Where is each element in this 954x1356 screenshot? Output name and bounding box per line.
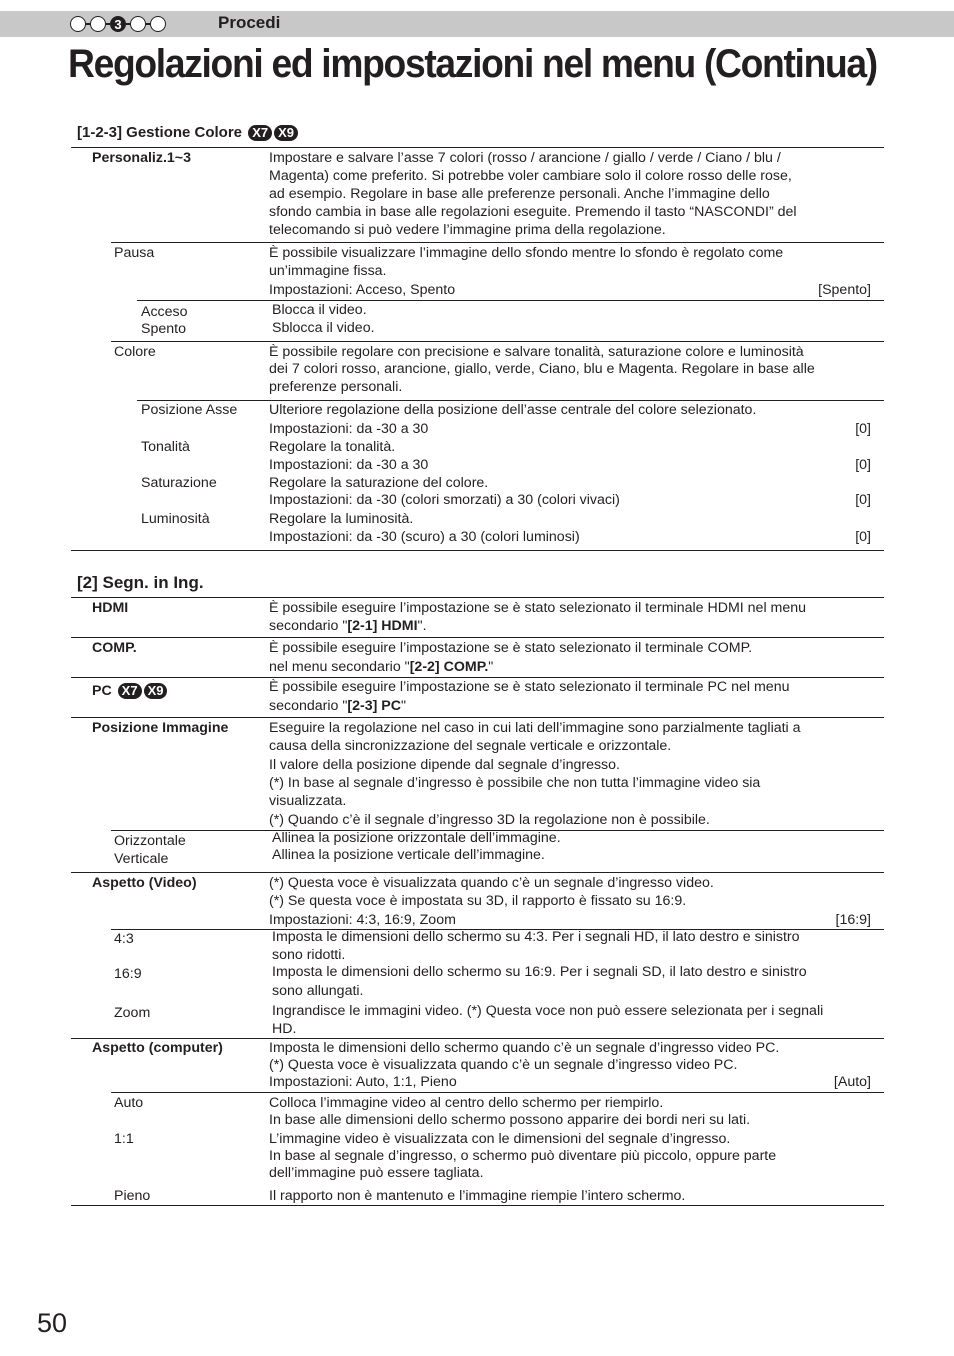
personaliz-desc-1: Impostare e salvare l’asse 7 colori (rosso / arancione / giallo / verde / Ciano / blu /: [269, 150, 781, 166]
aspetto-video-settings: Impostazioni: 4:3, 16:9, Zoom: [269, 912, 456, 928]
section-heading-text: [1-2-3] Gestione Colore: [77, 124, 243, 141]
option-spento: Spento: [141, 321, 186, 337]
option-pieno-desc: Il rapporto non è mantenuto e l’immagine riempie l’intero schermo.: [269, 1188, 686, 1204]
option-verticale-desc: Allinea la posizione verticale dell’immagine.: [272, 847, 545, 863]
option-16-9-desc-1: Imposta le dimensioni dello schermo su 16:9. Per i segnali SD, il lato destro e sinistro: [272, 964, 807, 980]
section-heading-gestione-colore: [77, 124, 298, 141]
step-circle: [150, 16, 166, 32]
comp-desc-2: nel menu secondario "[2-2] COMP.": [269, 659, 494, 675]
pc-desc-2: secondario "[2-3] PC": [269, 698, 407, 714]
option-acceso-desc: Blocca il video.: [272, 302, 367, 318]
pausa-desc-1: È possibile visualizzare l’immagine dello sfondo mentre lo sfondo è regolato come: [269, 245, 784, 261]
hdmi-desc-1: È possibile eseguire l’impostazione se è stato selezionato il terminale HDMI nel menu: [269, 600, 807, 616]
option-4-3-desc-1: Imposta le dimensioni dello schermo su 4:3. Per i segnali HD, il lato destro e sinistro: [272, 929, 800, 945]
aspetto-pc-default: [Auto]: [833, 1074, 871, 1090]
colore-item-default: [0]: [855, 421, 871, 437]
aspetto-pc-settings: Impostazioni: Auto, 1:1, Pieno: [269, 1074, 457, 1090]
colore-desc-2: dei 7 colori rosso, arancione, giallo, verde, Ciano, blu e Magenta. Regolare in base alle: [269, 361, 815, 377]
row-label-hdmi: HDMI: [92, 600, 129, 616]
row-label-colore: Colore: [114, 344, 156, 360]
section-heading-segn-in-ing: [2] Segn. in Ing.: [77, 573, 204, 592]
colore-item-settings: Impostazioni: da -30 (scuro) a 30 (colori luminosi): [269, 529, 580, 545]
divider: [137, 300, 884, 301]
colore-item-desc: Regolare la saturazione del colore.: [269, 475, 489, 491]
row-label-aspetto-video: Aspetto (Video): [92, 875, 197, 891]
aspetto-video-desc-2: (*) Se questa voce è impostata su 3D, il rapporto è fissato su 16:9.: [269, 893, 687, 909]
option-auto: Auto: [114, 1095, 144, 1111]
option-1-1-desc-2: In base al segnale d’ingresso, o schermo può diventare più piccolo, oppure parte: [269, 1148, 777, 1164]
model-badge-x7: X7: [118, 683, 142, 699]
posizione-desc-1: Eseguire la regolazione nel caso in cui lati dell’immagine sono parzialmente tagliati a: [269, 720, 801, 736]
row-label-pc: PC X7 X9: [92, 682, 167, 700]
page-title: Regolazioni ed impostazioni nel menu (Continua): [68, 42, 877, 86]
option-acceso: Acceso: [141, 304, 188, 320]
divider: [111, 242, 884, 243]
option-1-1-desc-3: dell’immagine può essere tagliata.: [269, 1165, 484, 1181]
page-number: 50: [37, 1308, 68, 1338]
divider: [71, 550, 884, 551]
colore-item-settings: Impostazioni: da -30 a 30: [269, 421, 429, 437]
option-zoom-desc-1: Ingrandisce le immagini video. (*) Questa voce non può essere selezionata per i segnali: [272, 1003, 824, 1019]
colore-item-label: Luminosità: [141, 511, 210, 527]
colore-item-label: Saturazione: [141, 475, 217, 491]
divider: [71, 597, 884, 598]
model-badge-x9: X9: [144, 683, 168, 699]
posizione-desc-2: causa della sincronizzazione del segnale verticale e orizzontale.: [269, 738, 672, 754]
step-circle: [90, 16, 106, 32]
pausa-desc-2: un’immagine fissa.: [269, 263, 387, 279]
option-zoom-desc-2: HD.: [272, 1021, 297, 1037]
personaliz-desc-3: ad esempio. Regolare in base alle preferenze personali. Anche l’immagine dello: [269, 186, 770, 202]
pausa-settings: Impostazioni: Acceso, Spento: [269, 282, 456, 298]
colore-item-desc: Ulteriore regolazione della posizione dell’asse centrale del colore selezionato.: [269, 402, 757, 418]
colore-desc-3: preferenze personali.: [269, 379, 403, 395]
step-indicator: [70, 15, 166, 33]
model-badge-x9: X9: [274, 125, 298, 141]
colore-item-label: Tonalità: [141, 439, 190, 455]
colore-item-default: [0]: [855, 457, 871, 473]
divider: [111, 341, 884, 342]
option-auto-desc-1: Colloca l’immagine video al centro dello schermo per riempirlo.: [269, 1095, 664, 1111]
row-label-aspetto-computer: Aspetto (computer): [92, 1040, 223, 1056]
option-1-1-desc-1: L’immagine video è visualizzata con le dimensioni del segnale d’ingresso.: [269, 1131, 731, 1147]
option-16-9-desc-2: sono allungati.: [272, 983, 364, 999]
colore-item-desc: Regolare la luminosità.: [269, 511, 414, 527]
option-4-3: 4:3: [114, 931, 134, 947]
step-circle: [70, 16, 86, 32]
colore-item-settings: Impostazioni: da -30 a 30: [269, 457, 429, 473]
row-label-comp: COMP.: [92, 640, 137, 656]
option-spento-desc: Sblocca il video.: [272, 320, 375, 336]
posizione-desc-5: visualizzata.: [269, 793, 347, 809]
colore-item-label: Posizione Asse: [141, 402, 238, 418]
colore-item-desc: Regolare la tonalità.: [269, 439, 396, 455]
option-verticale: Verticale: [114, 851, 169, 867]
colore-desc-1: È possibile regolare con precisione e salvare tonalità, saturazione colore e luminosità: [269, 344, 804, 360]
divider: [71, 637, 884, 638]
colore-item-settings: Impostazioni: da -30 (colori smorzati) a 30 (colori vivaci): [269, 492, 620, 508]
option-4-3-desc-2: sono ridotti.: [272, 947, 346, 963]
posizione-desc-3: Il valore della posizione dipende dal segnale d’ingresso.: [269, 757, 620, 773]
colore-item-default: [0]: [855, 492, 871, 508]
section-label: Procedi: [218, 13, 281, 32]
pausa-default: [Spento]: [818, 282, 871, 298]
divider: [71, 147, 884, 148]
personaliz-desc-4: sfondo cambia in base alle regolazioni eseguite. Premendo il tasto “NASCONDI” del: [269, 204, 797, 220]
row-label-posizione-immagine: Posizione Immagine: [92, 720, 229, 736]
option-1-1: 1:1: [114, 1131, 134, 1147]
divider: [111, 1092, 884, 1093]
personaliz-desc-5: telecomando si può vedere l’immagine prima della regolazione.: [269, 222, 666, 238]
step-circle: [130, 16, 146, 32]
aspetto-video-default: [16:9]: [835, 912, 871, 928]
posizione-desc-4: (*) In base al segnale d’ingresso è possibile che non tutta l’immagine video sia: [269, 775, 761, 791]
personaliz-desc-2: Magenta) come preferito. Si potrebbe voler cambiare solo il colore rosso delle rose,: [269, 168, 792, 184]
step-circle-current: 3: [110, 16, 126, 32]
option-16-9: 16:9: [114, 966, 142, 982]
pc-desc-1: È possibile eseguire l’impostazione se è stato selezionato il terminale PC nel menu: [269, 679, 790, 695]
row-label-personaliz: Personaliz.1~3: [92, 150, 191, 166]
aspetto-video-desc-1: (*) Questa voce è visualizzata quando c’è un segnale d’ingresso video.: [269, 875, 714, 891]
divider: [71, 1205, 884, 1206]
posizione-desc-6: (*) Quando c’è il segnale d’ingresso 3D la regolazione non è possibile.: [269, 812, 710, 828]
option-orizzontale-desc: Allinea la posizione orizzontale dell’immagine.: [272, 830, 561, 846]
aspetto-pc-desc-2: (*) Questa voce è visualizzata quando c’è un segnale d’ingresso video PC.: [269, 1057, 738, 1073]
option-zoom: Zoom: [114, 1005, 151, 1021]
option-auto-desc-2: In base alle dimensioni dello schermo possono apparire dei bordi neri su lati.: [269, 1112, 751, 1128]
option-pieno: Pieno: [114, 1188, 151, 1204]
aspetto-pc-desc-1: Imposta le dimensioni dello schermo quando c’è un segnale d’ingresso video PC.: [269, 1040, 780, 1056]
colore-item-default: [0]: [855, 529, 871, 545]
divider: [71, 717, 884, 718]
row-label-pausa: Pausa: [114, 245, 155, 261]
hdmi-desc-2: secondario "[2-1] HDMI".: [269, 618, 427, 634]
divider: [71, 872, 884, 873]
model-badge-x7: X7: [248, 125, 272, 141]
comp-desc-1: È possibile eseguire l’impostazione se è stato selezionato il terminale COMP.: [269, 640, 753, 656]
option-orizzontale: Orizzontale: [114, 833, 186, 849]
